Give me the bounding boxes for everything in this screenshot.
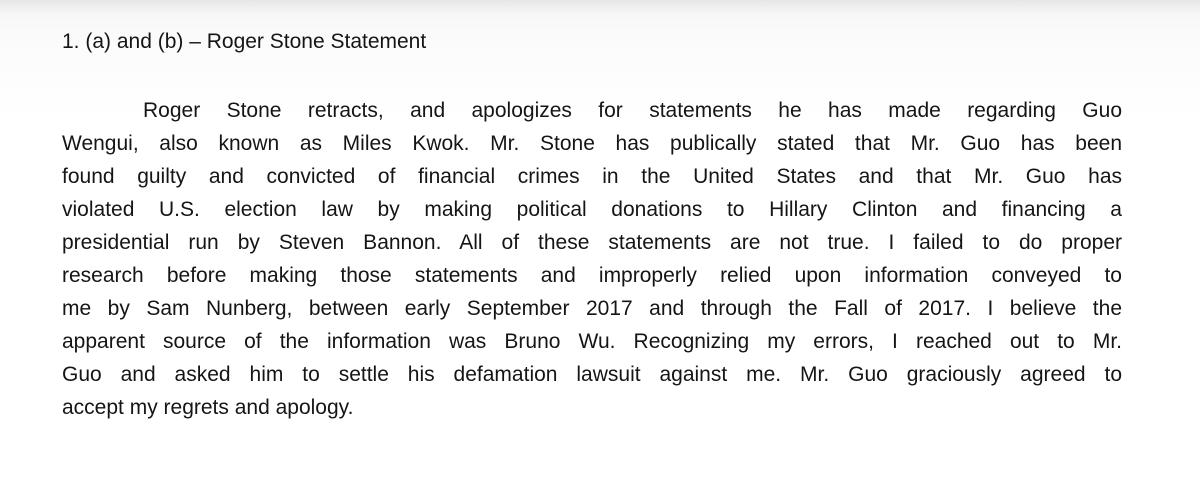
paragraph-line: apparent source of the information was Bruno Wu. Recognizing my errors, I reached out to Mr. <box>62 330 1122 353</box>
section-heading: 1. (a) and (b) – Roger Stone Statement <box>62 30 427 53</box>
paragraph-line: Roger Stone retracts, and apologizes for statements he has made regarding Guo <box>143 99 1122 122</box>
scan-shadow <box>0 0 1200 14</box>
statement-paragraph <box>62 94 1122 424</box>
paragraph-line: violated U.S. election law by making political donations to Hillary Clinton and financing a <box>62 198 1122 221</box>
paragraph-line: Guo and asked him to settle his defamation lawsuit against me. Mr. Guo graciously agreed to <box>62 363 1122 386</box>
paragraph-line: Wengui, also known as Miles Kwok. Mr. Stone has publically stated that Mr. Guo has been <box>62 132 1122 155</box>
paragraph-line: presidential run by Steven Bannon. All of these statements are not true. I failed to do proper <box>62 231 1122 254</box>
paragraph-line: research before making those statements and improperly relied upon information conveyed to <box>62 264 1122 287</box>
paragraph-line: accept my regrets and apology. <box>62 396 354 419</box>
paragraph-line: found guilty and convicted of financial crimes in the United States and that Mr. Guo has <box>62 165 1122 188</box>
paragraph-line: me by Sam Nunberg, between early September 2017 and through the Fall of 2017. I believe the <box>62 297 1122 320</box>
